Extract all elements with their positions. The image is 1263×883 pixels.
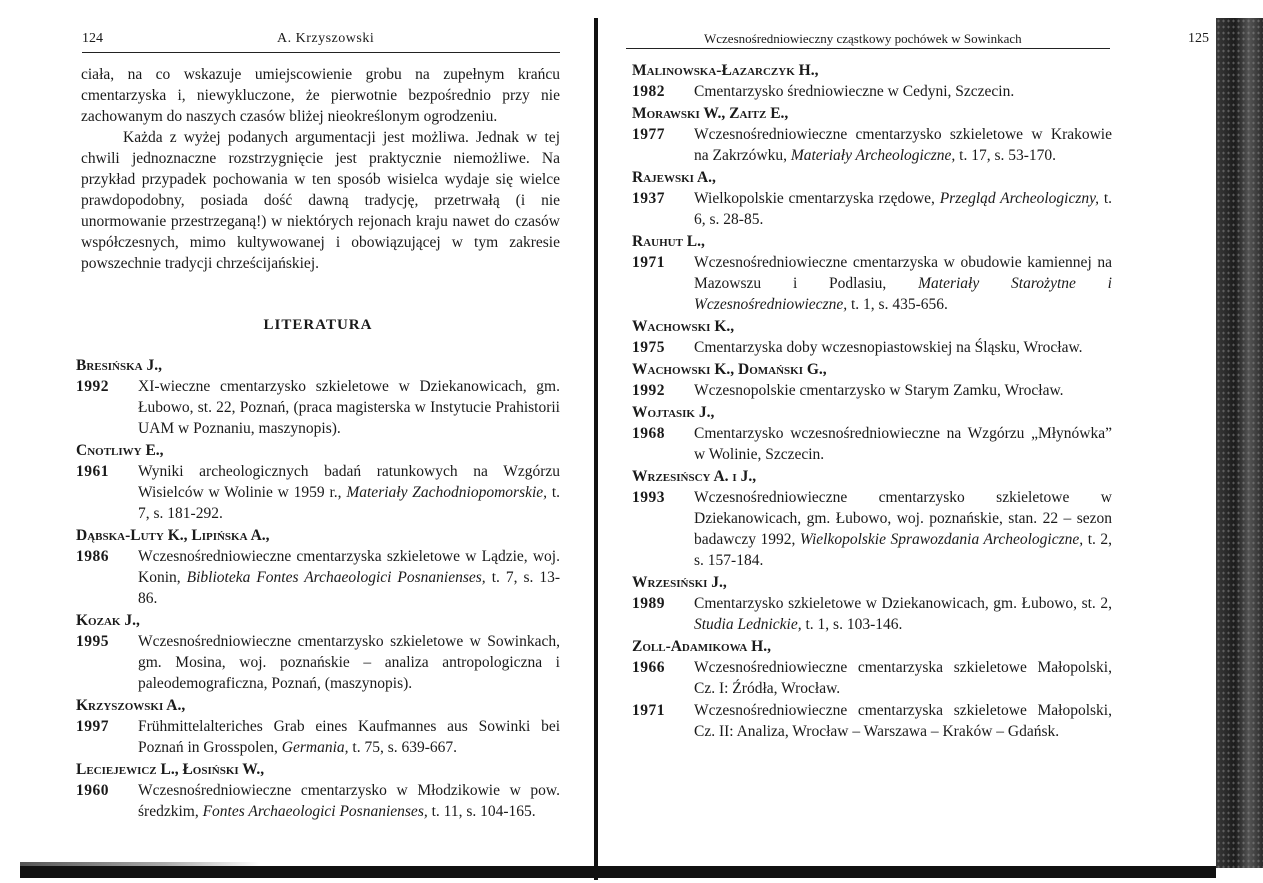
reference-pages: t. 1, s. 435-656. — [850, 296, 948, 313]
reference-year: 1992 — [632, 382, 665, 399]
reference-entry — [76, 631, 560, 694]
reference-title: Wczesnopolskie cmentarzysko w Starym Zamku, Wrocław. — [694, 382, 1064, 399]
reference-text — [138, 461, 560, 524]
reference-pages: t. 2, s. 157-184. — [694, 531, 1113, 569]
reference-year: 1961 — [76, 463, 109, 480]
reference-author: Zoll-Adamikowa H., — [632, 638, 771, 655]
reference-entry — [632, 81, 1112, 102]
reference-text — [694, 337, 1112, 358]
reference-entry — [632, 700, 1112, 742]
reference-author: Malinowska-Łazarczyk H., — [632, 62, 819, 79]
reference-entry — [632, 337, 1112, 358]
reference-pages: t. 11, s. 104-165. — [431, 803, 536, 820]
reference-author: Wrzesińscy A. i J., — [632, 468, 757, 485]
reference-title: Wielkopolskie cmentarzyska rzędowe, — [694, 190, 935, 207]
reference-year: 1968 — [632, 425, 665, 442]
reference-author: Leciejewicz L., Łosiński W., — [76, 761, 265, 778]
reference-year: 1977 — [632, 126, 665, 143]
page-gutter — [594, 18, 598, 880]
reference-title: Wczesnośredniowieczne cmentarzyska szkieletowe Małopolski, Cz. II: Analiza, Wrocław – Warszawa – Kraków – Gdańsk. — [694, 702, 1112, 740]
reference-author: Dąbska-Luty K., Lipińska A., — [76, 527, 270, 544]
reference-journal: Przegląd Archeologiczny, — [939, 190, 1100, 207]
right-page — [600, 0, 1209, 883]
reference-text — [694, 124, 1112, 166]
reference-pages: t. 75, s. 639-667. — [352, 739, 458, 756]
reference-year: 1986 — [76, 548, 109, 565]
reference-entry — [76, 546, 560, 609]
reference-pages: t. 1, s. 103-146. — [805, 616, 903, 633]
reference-text — [138, 546, 560, 609]
book-edge-texture — [1216, 18, 1263, 868]
reference-title: Wyniki archeologicznych badań ratunkowych na Wzgórzu Wisielców w Wolinie w 1959 r., — [138, 463, 560, 501]
reference-text — [138, 376, 560, 439]
reference-entry — [632, 593, 1112, 635]
reference-year: 1971 — [632, 702, 665, 719]
reference-entry — [632, 380, 1112, 401]
reference-text — [694, 252, 1112, 315]
reference-pages: t. 7, s. 181-292. — [138, 484, 561, 522]
reference-entry — [76, 376, 560, 439]
reference-journal: Germania, — [281, 739, 349, 756]
reference-pages: t. 17, s. 53-170. — [959, 147, 1057, 164]
reference-title: Cmentarzysko średniowieczne w Cedyni, Szczecin. — [694, 83, 1015, 100]
reference-title: Cmentarzysko wczesnośredniowieczne na Wzgórzu „Młynówka” w Wolinie, Szczecin. — [694, 425, 1112, 463]
reference-author: Cnotliwy E., — [76, 442, 164, 459]
reference-year: 1937 — [632, 190, 665, 207]
scan-bottom-edge — [20, 866, 1216, 878]
reference-entry — [632, 487, 1112, 571]
reference-year: 1960 — [76, 782, 109, 799]
paragraph: Każda z wyżej podanych argumentacji jest możliwa. Jednak w tej chwili jednoznaczne rozstrzygnięcie jest praktycznie niemożliwe. Na przykład przypadek pochowania w ten sposób wisielca wydaje się wielce prawdopodobny, posiada dość dawną tradycję, przetrwałą (i nie unormowanie przestrzeganą!) w niektórych rejonach kraju nawet do czasów współczesnych, mimo kultywowanej i obowiązującej w tym zakresie powszechnie tradycji chrześcijańskiej. — [81, 129, 560, 272]
reference-author: Rauhut L., — [632, 233, 705, 250]
header-rule — [82, 52, 560, 53]
reference-title: Wczesnośredniowieczne cmentarzysko w Młodzikowie w pow. średzkim, — [138, 782, 560, 820]
reference-title: Wczesnośredniowieczne cmentarzyska szkieletowe Małopolski, Cz. I: Źródła, Wrocław. — [694, 659, 1112, 697]
reference-entry — [632, 657, 1112, 699]
reference-author: Wojtasik J., — [632, 404, 715, 421]
reference-text — [694, 593, 1112, 635]
reference-text — [694, 188, 1112, 230]
literature-heading: LITERATURA — [263, 317, 373, 333]
header-rule — [626, 48, 1110, 49]
reference-title: Cmentarzyska doby wczesnopiastowskiej na Śląsku, Wrocław. — [694, 339, 1083, 356]
reference-year: 1966 — [632, 659, 665, 676]
page-number: 125 — [1188, 31, 1209, 46]
reference-journal: Fontes Archaeologici Posnanienses, — [202, 803, 428, 820]
reference-author: Wachowski K., Domański G., — [632, 361, 827, 378]
reference-entry — [76, 716, 560, 758]
reference-title: Frühmittelalteriches Grab eines Kaufmannes aus Sowinki bei Poznań in Grosspolen, — [138, 718, 560, 756]
reference-journal: Materiały Starożytne i Wczesnośredniowieczne, — [694, 275, 1112, 313]
reference-entry — [76, 780, 560, 822]
reference-journal: Studia Lednickie, — [694, 616, 802, 633]
reference-entry — [632, 188, 1112, 230]
reference-year: 1993 — [632, 489, 665, 506]
reference-pages: t. 6, s. 28-85. — [694, 190, 1112, 228]
reference-title: Wczesnośredniowieczne cmentarzyska w obudowie kamiennej na Mazowszu i Podlasiu, — [694, 254, 1112, 292]
page-number: 124 — [82, 31, 103, 46]
reference-year: 1982 — [632, 83, 665, 100]
reference-entry — [632, 124, 1112, 166]
running-title: Wczesnośredniowieczny cząstkowy pochówek w Sowinkach — [704, 31, 1022, 46]
reference-year: 1992 — [76, 378, 109, 395]
reference-year: 1975 — [632, 339, 665, 356]
paragraph: ciała, na co wskazuje umiejscowienie grobu na zupełnym krańcu cmentarzyska i, niewykluczone, że pierwotnie bezpośrednio przy nie zachowanym do naszych czasów bliżej nieokreślonym ogrodzeniu. — [81, 66, 560, 125]
reference-author: Rajewski A., — [632, 169, 716, 186]
reference-title: Cmentarzysko szkieletowe w Dziekanowicach, gm. Łubowo, st. 2, — [694, 595, 1112, 612]
reference-text — [138, 716, 560, 758]
running-title: A. Krzyszowski — [277, 31, 375, 46]
reference-text — [694, 423, 1112, 465]
reference-text — [138, 631, 560, 694]
reference-title: Wczesnośredniowieczne cmentarzysko szkieletowe w Sowinkach, gm. Mosina, woj. poznańskie – analiza antropologiczna i paleodemograficzna, Poznań, (maszynopis). — [138, 633, 560, 692]
reference-text — [694, 81, 1112, 102]
reference-entry — [632, 252, 1112, 315]
reference-title: Wczesnośredniowieczne cmentarzysko szkieletowe w Krakowie na Zakrzówku, — [694, 126, 1112, 164]
bibliography-list — [76, 355, 560, 823]
reference-author: Wrzesiński J., — [632, 574, 727, 591]
reference-entry — [76, 461, 560, 524]
reference-text — [694, 657, 1112, 699]
reference-text — [694, 700, 1112, 742]
reference-author: Wachowski K., — [632, 318, 735, 335]
reference-journal: Materiały Archeologiczne, — [790, 147, 956, 164]
bibliography-list — [632, 60, 1112, 743]
reference-journal: Materiały Zachodniopomorskie, — [346, 484, 548, 501]
reference-journal: Biblioteka Fontes Archaeologici Posnanienses, — [186, 569, 486, 586]
reference-title: XI-wieczne cmentarzysko szkieletowe w Dziekanowicach, gm. Łubowo, st. 22, Poznań, (praca magisterska w Instytucie Prahistorii UAM w Poznaniu, maszynopis). — [138, 378, 560, 437]
reference-journal: Wielkopolskie Sprawozdania Archeologiczne, — [799, 531, 1084, 548]
reference-entry — [632, 423, 1112, 465]
reference-year: 1995 — [76, 633, 109, 650]
body-text — [81, 64, 560, 274]
reference-author: Bresińska J., — [76, 357, 162, 374]
reference-title: Wczesnośredniowieczne cmentarzyska szkieletowe w Lądzie, woj. Konin, — [138, 548, 560, 586]
left-page — [0, 0, 596, 883]
reference-year: 1997 — [76, 718, 109, 735]
reference-pages: t. 7, s. 13-86. — [138, 569, 561, 607]
reference-author: Krzyszowski A., — [76, 697, 186, 714]
reference-text — [694, 380, 1112, 401]
reference-title: Wczesnośredniowieczne cmentarzysko szkieletowe w Dziekanowicach, gm. Łubowo, woj. poznańskie, stan. 22 – sezon badawczy 1992, — [694, 489, 1112, 548]
reference-text — [694, 487, 1112, 571]
reference-author: Morawski W., Zaitz E., — [632, 105, 789, 122]
reference-author: Kozak J., — [76, 612, 140, 629]
reference-year: 1971 — [632, 254, 665, 271]
reference-text — [138, 780, 560, 822]
reference-year: 1989 — [632, 595, 665, 612]
